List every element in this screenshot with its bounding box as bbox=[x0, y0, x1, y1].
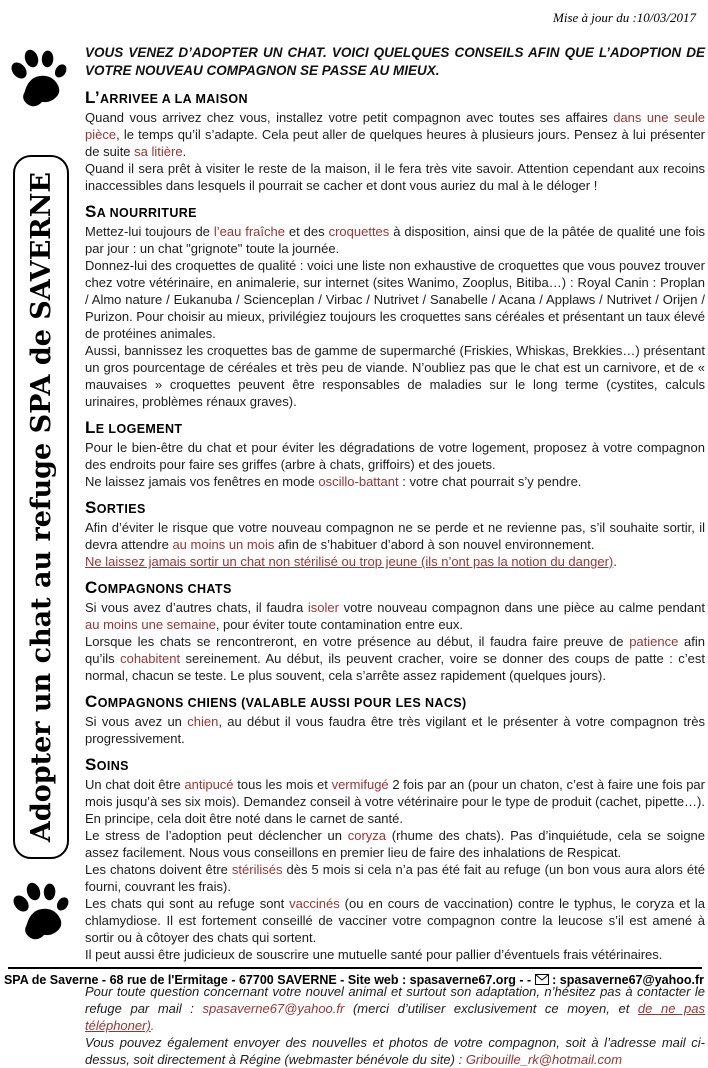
text-run-red: oscillo-battant bbox=[318, 474, 399, 489]
text-run: Les chats qui sont au refuge sont bbox=[85, 896, 290, 911]
section-paragraph bbox=[85, 519, 705, 553]
text-run: Les chatons doivent être bbox=[85, 862, 232, 877]
text-run: , le temps qu’il s’adapte. Cela peut aller de quelques heures à plusieurs jours. Pensez à lui présenter de suite bbox=[85, 127, 705, 159]
text-run-red: dans une seule pièce bbox=[85, 110, 705, 142]
text-run-red: chien bbox=[187, 714, 219, 729]
text-run: Mettez-lui toujours de bbox=[85, 224, 214, 239]
text-run-red: isoler bbox=[307, 600, 339, 615]
text-run: votre nouveau compagnon dans une pièce au calme pendant bbox=[338, 600, 705, 615]
section-paragraph bbox=[85, 599, 705, 633]
text-run-red: vaccinés bbox=[289, 896, 340, 911]
text-run-red: cohabitent bbox=[120, 651, 181, 666]
text-run: dès 5 mois si cela n’a pas été fait au refuge (un bon vous aura alors été fourni, couvrant les frais). bbox=[85, 862, 705, 894]
text-run: Si vous avez d’autres chats, il faudra bbox=[85, 600, 308, 615]
paw-print-icon bbox=[6, 42, 70, 114]
text-run-red: au moins une semaine bbox=[85, 617, 216, 632]
text-run: Ne laissez jamais vos fenêtres en mode bbox=[85, 474, 319, 489]
text-run: . bbox=[182, 144, 187, 159]
text-run: Aussi, bannissez les croquettes bas de gamme de supermarché (Friskies, Whiskas, Brekkies…) présentant un gros pourcentage de céréales et très peu de viande. N’oubliez pas que le chat est un carnivore, et de « mauvaises » croquettes peuvent être responsables de maladies sur le long terme (cystites, calculs urinaires, problèmes rénaux graves). bbox=[85, 343, 705, 409]
section-paragraph bbox=[85, 633, 705, 684]
section-paragraph bbox=[85, 553, 705, 570]
intro-paragraph: VOUS VENEZ D’ADOPTER UN CHAT. VOICI QUELQUES CONSEILS AFIN QUE L’ADOPTION DE VOTRE NOUVEAU COMPAGNON SE PASSE AU MIEUX. bbox=[85, 45, 705, 78]
text-run-red: vermifugé bbox=[331, 777, 389, 792]
footer-contact-line bbox=[0, 973, 708, 987]
text-run: tous les mois et bbox=[233, 777, 332, 792]
text-run: Vous pouvez également envoyer des nouvelles et photos de votre compagnon, soit à l’adresse mail ci-dessus, soit directement à Régine (webmaster bénévole du site) : bbox=[85, 1035, 705, 1067]
section-heading: SORTIES bbox=[85, 498, 146, 517]
closing-paragraph bbox=[85, 1034, 705, 1068]
section-paragraph bbox=[85, 713, 705, 747]
section-paragraph bbox=[85, 439, 705, 473]
update-date: Mise à jour du :10/03/2017 bbox=[553, 10, 696, 25]
text-run: Quand il sera prêt à visiter le reste de la maison, il le fera très vite savoir. Attention cependant aux recoins inaccessibles dans lesquels il pourrait se cacher et dont vous auriez du mal à le déloger ! bbox=[85, 161, 705, 193]
text-run-red: au moins un mois bbox=[172, 537, 275, 552]
section-paragraph bbox=[85, 895, 705, 946]
text-run: Il peut aussi être judicieux de souscrire une mutuelle santé pour pallier d’éventuels frais vétérinaires. bbox=[85, 947, 663, 962]
text-run: à disposition, ainsi que de la pâtée de qualité une fois par jour : un chat "grignote" toute la journée. bbox=[85, 224, 705, 256]
section-paragraph bbox=[85, 109, 705, 160]
section-heading: COMPAGNONS CHATS bbox=[85, 578, 232, 597]
text-run: . bbox=[613, 554, 617, 569]
section-paragraph bbox=[85, 861, 705, 895]
text-run-red-underline: Ne laissez jamais sortir un chat non stérilisé ou trop jeune (ils n’ont pas la notion du danger) bbox=[85, 554, 614, 569]
text-run: Afin d’éviter le risque que votre nouveau compagnon ne se perde et ne revienne pas, s’il souhaite sortir, il devra attendre bbox=[85, 520, 705, 552]
text-run: Pour le bien-être du chat et pour éviter les dégradations de votre logement, proposez à votre compagnon des endroits pour faire ses griffes (arbre à chats, griffoirs) et des jouets. bbox=[85, 440, 705, 472]
text-run: , pour éviter toute contamination entre eux. bbox=[215, 617, 463, 632]
closing-paragraph bbox=[85, 983, 705, 1034]
section-paragraph bbox=[85, 827, 705, 861]
text-run-red: . bbox=[150, 1018, 155, 1033]
text-run-red: stérilisés bbox=[231, 862, 283, 877]
text-run: afin de s’habituer d’abord à son nouvel environnement. bbox=[274, 537, 595, 552]
text-run: Un chat doit être bbox=[85, 777, 185, 792]
text-run: Pour toute question concernant votre nouvel animal et surtout son adaptation, n’hésitez pas à contacter le refuge par mail : bbox=[85, 984, 705, 1016]
text-run: et des bbox=[284, 224, 329, 239]
text-run-red-underline: de ne pas téléphoner) bbox=[85, 1001, 705, 1033]
text-run: Lorsque les chats se rencontreront, en votre présence au début, il faudra faire preuve de bbox=[85, 634, 630, 649]
text-run: : votre chat pourrait s’y pendre. bbox=[398, 474, 582, 489]
sections-container bbox=[85, 89, 705, 963]
section-heading: SA NOURRITURE bbox=[85, 202, 197, 221]
text-run: Donnez-lui des croquettes de qualité : voici une liste non exhaustive de croquettes que vous pouvez trouver chez votre vétérinaire, en animalerie, sur internet (sites Wanimo, Zooplus, Bitiba…) : Royal Canin : Proplan / Almo nature / Eukanuba / Scienceplan / Virbac / Nutrivet / Sanabelle / Acana / Applaws / Nutrivet / Orijen / Purizon. Pour choisir au mieux, privilégiez toujours les croquettes sans céréales et présentant un taux élevé de protéines animales. bbox=[85, 258, 705, 341]
section-paragraph bbox=[85, 776, 705, 827]
section-paragraph bbox=[85, 473, 705, 490]
text-run: 2 fois par an (pour un chaton, c’est à faire une fois par mois jusqu’à ses six mois). Demandez conseil à votre vétérinaire pour le type de produit (cachet, pipette…). En principe, cela doit être noté dans le carnet de santé. bbox=[85, 777, 705, 826]
text-run-red: patience bbox=[629, 634, 679, 649]
text-run-red: Gribouille_rk@hotmail.com bbox=[465, 1052, 623, 1067]
text-run-red: antipucé bbox=[184, 777, 234, 792]
text-run-red: l’eau fraîche bbox=[213, 224, 285, 239]
text-run: (merci d’utiliser exclusivement ce moyen, et bbox=[344, 1001, 638, 1016]
text-run: Le stress de l’adoption peut déclencher un bbox=[85, 828, 348, 843]
section-paragraph bbox=[85, 342, 705, 410]
vertical-banner bbox=[13, 155, 69, 859]
section-paragraph bbox=[85, 257, 705, 342]
text-run: Si vous avez un bbox=[85, 714, 188, 729]
section-paragraph bbox=[85, 946, 705, 963]
footer-divider bbox=[8, 967, 702, 969]
section-heading: COMPAGNONS CHIENS (VALABLE AUSSI POUR LES NACS) bbox=[85, 692, 467, 711]
section-heading: L’ARRIVEE A LA MAISON bbox=[85, 88, 248, 107]
text-run: Quand vous arrivez chez vous, installez votre petit compagnon avec toutes ses affaires bbox=[85, 110, 614, 125]
vertical-banner-title: Adopter un chat au refuge SPA de SAVERNE bbox=[25, 171, 57, 843]
envelope-icon bbox=[535, 974, 549, 985]
text-run: , au début il vous faudra être très vigilant et le présenter à votre compagnon très progressivement. bbox=[85, 714, 705, 746]
text-run-red: croquettes bbox=[328, 224, 390, 239]
closing-container bbox=[85, 983, 705, 1068]
section-heading: SOINS bbox=[85, 755, 129, 774]
section-paragraph bbox=[85, 160, 705, 194]
text-run: sereinement. Au début, ils peuvent cracher, voire se donner des coups de patte : c’est normal, chacun se teste. Le plus souvent, cela s’arrête assez rapidement (quelques jours). bbox=[85, 651, 705, 683]
text-run-red: spasaverne67@yahoo.fr bbox=[202, 1001, 345, 1016]
section-paragraph bbox=[85, 223, 705, 257]
text-run: (ou en cours de vaccination) contre le typhus, le coryza et la chlamydiose. Il est fortement conseillé de vacciner votre compagnon contre la leucose s’il est amené à sortir ou à côtoyer des chats qui sortent. bbox=[85, 896, 705, 945]
text-run: afin qu’ils bbox=[85, 634, 705, 666]
paw-print-icon bbox=[8, 876, 72, 946]
text-run-red: coryza bbox=[347, 828, 387, 843]
section-heading: LE LOGEMENT bbox=[85, 418, 183, 437]
text-run: (rhume des chats). Pas d’inquiétude, cela se soigne assez facilement. Nous vous conseillons en premier lieu de faire des inhalations de Respicat. bbox=[85, 828, 706, 860]
footer-contact-left: SPA de Saverne - 68 rue de l'Ermitage - 67700 SAVERNE - Site web : spasaverne67.org - - bbox=[3, 973, 535, 987]
footer-contact-right: : spasaverne67@yahoo.fr bbox=[548, 973, 705, 987]
document-body bbox=[85, 44, 705, 1068]
text-run-red: sa litière bbox=[134, 144, 183, 159]
